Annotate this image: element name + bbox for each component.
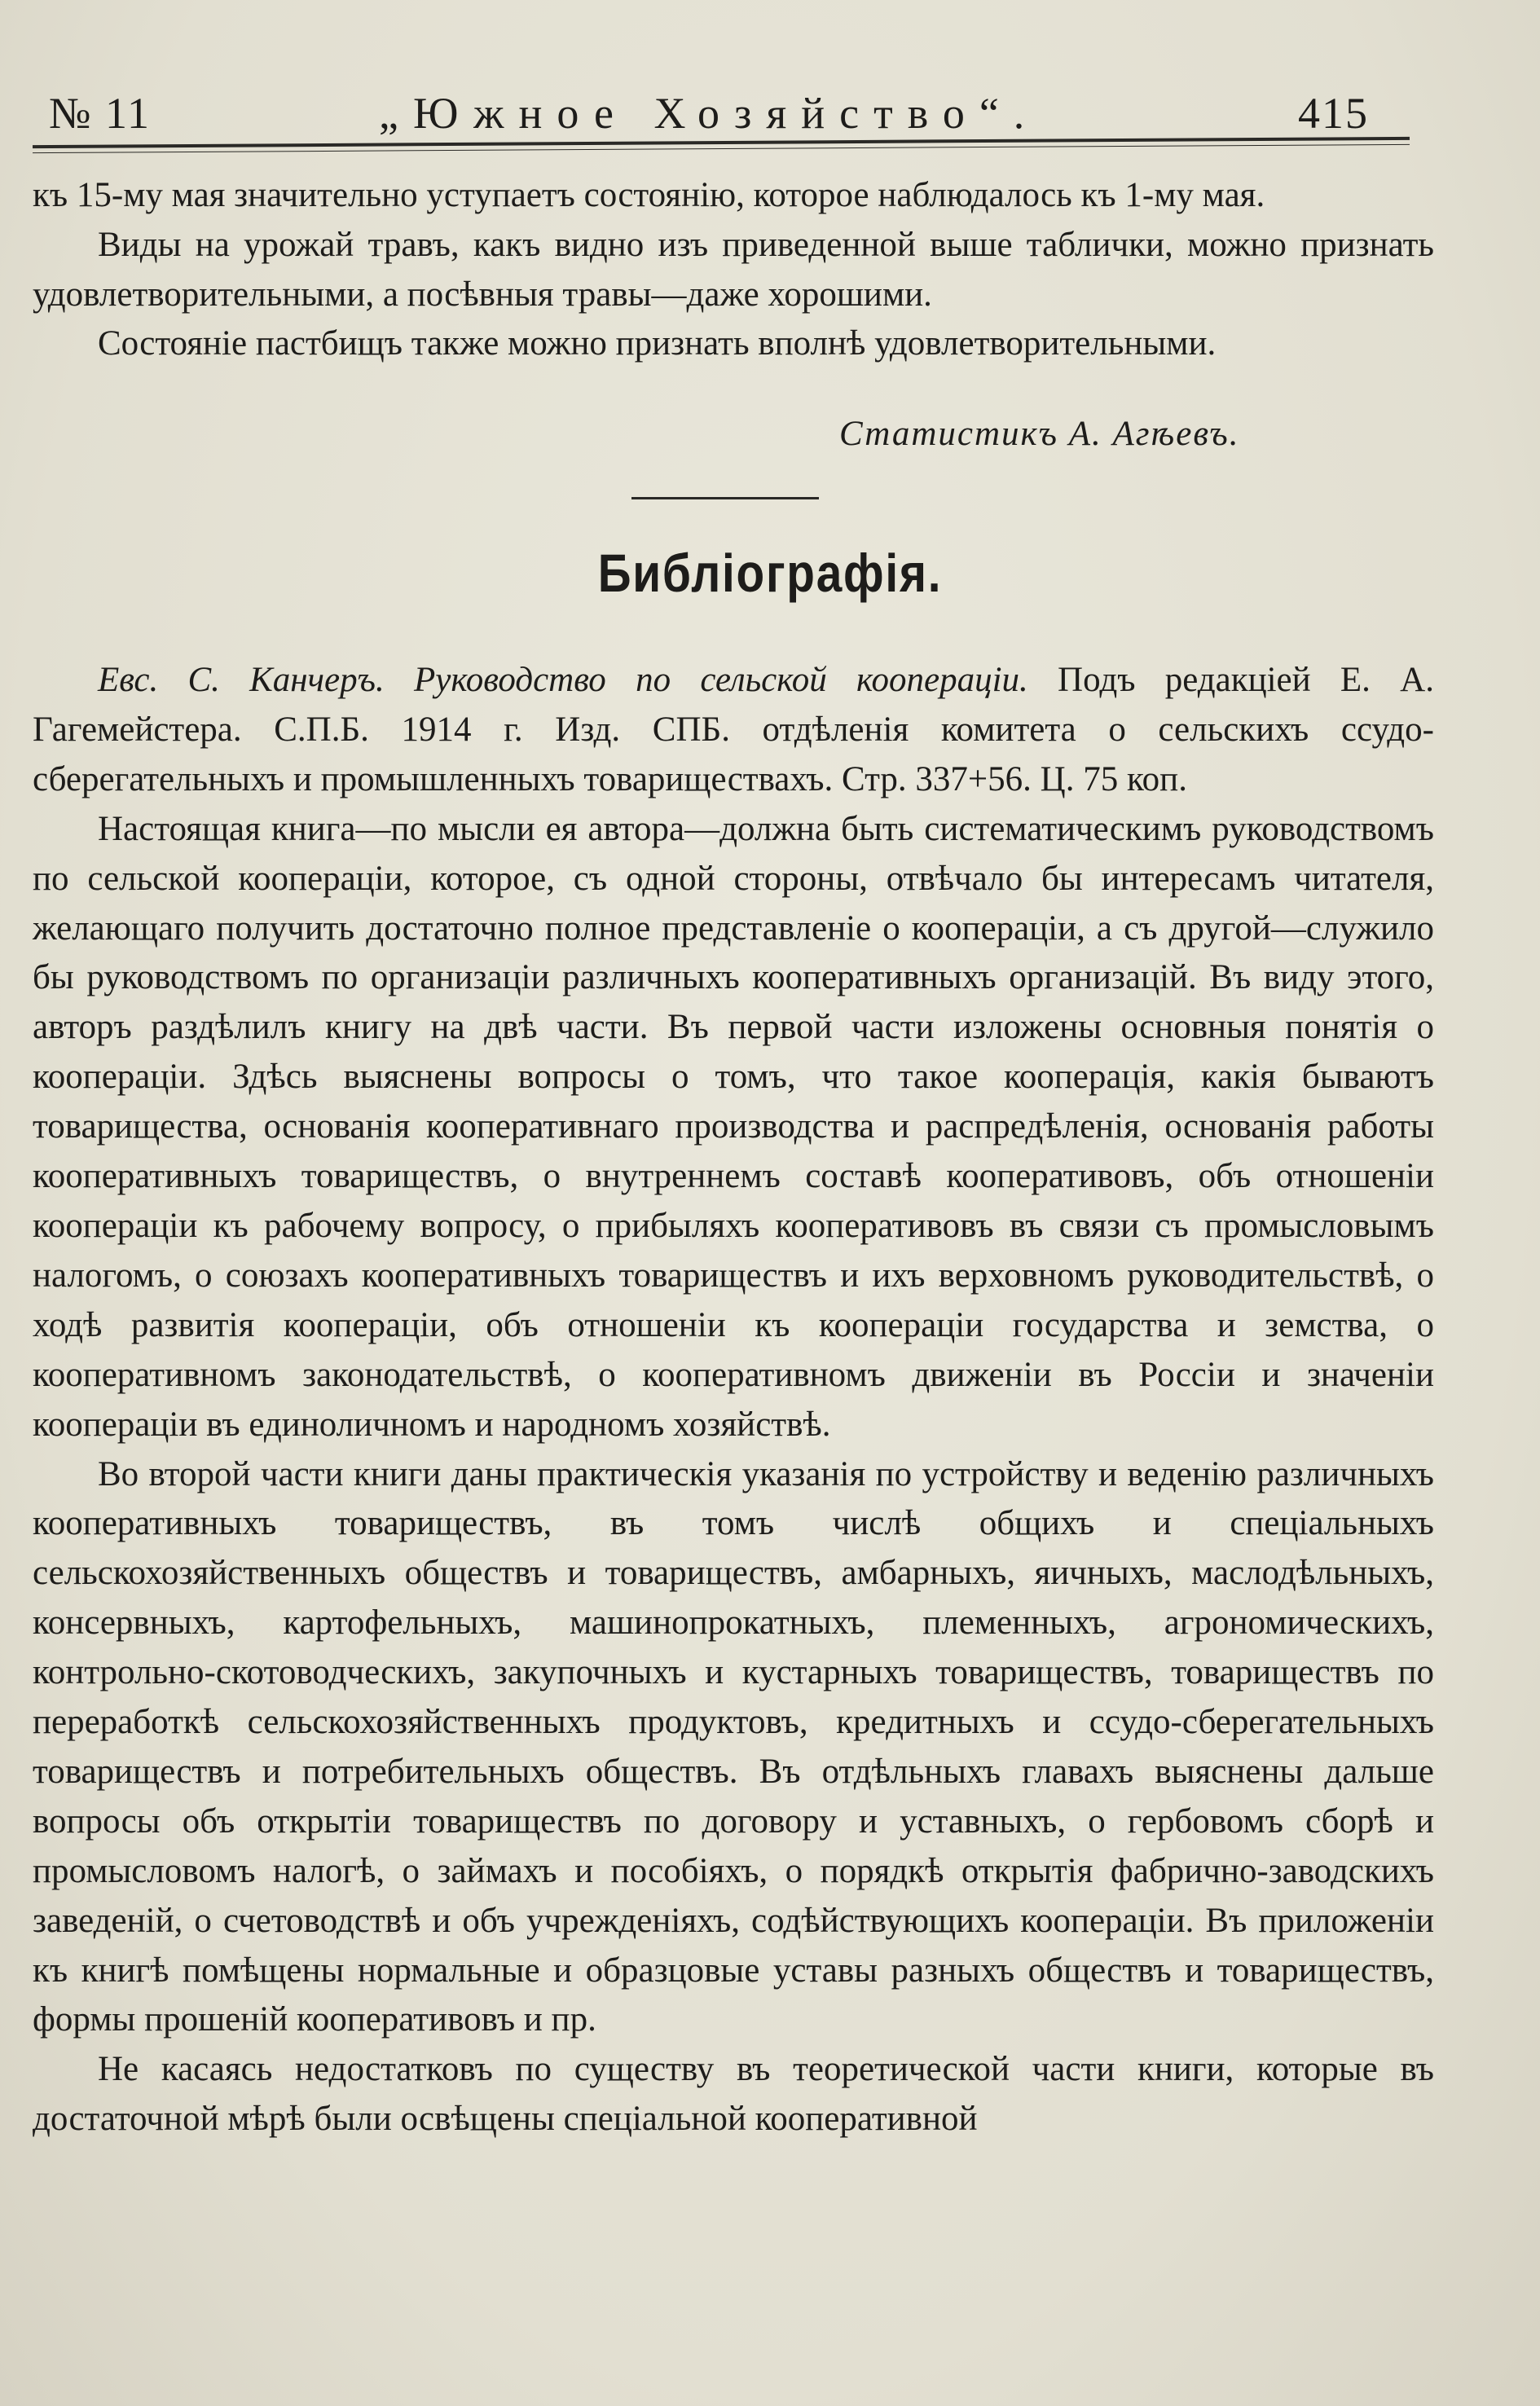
review-body: [33, 656, 1434, 2144]
continued-article: [33, 171, 1434, 369]
issue-number: № 11: [49, 89, 152, 138]
citation-author-title: Евс. С. Канчеръ. Руководство по сельской коопераціи.: [98, 661, 1028, 699]
paragraph: Состояніе пастбищъ также можно признать вполнѣ удовлетворительными.: [98, 324, 1217, 363]
citation: [33, 656, 1434, 805]
running-header: [49, 88, 1369, 145]
paragraph: Виды на урожай травъ, какъ видно изъ приведенной выше таблички, можно признать удовлетворительными, а посѣвныя травы—даже хорошими.: [33, 225, 1434, 314]
paragraph: Во второй части книги даны практическія указанія по устройству и веденію различныхъ кооперативныхъ товариществъ, въ томъ числѣ общихъ и спеціальныхъ сельскохозяйственныхъ обществъ и товариществъ, амбарныхъ, яичныхъ, маслодѣльныхъ, консервныхъ, картофельныхъ, машинопрокатныхъ, племенныхъ, агрономическихъ, контрольно-скотоводческихъ, закупочныхъ и кустарныхъ товариществъ, товариществъ по переработкѣ сельскохозяйственныхъ продуктовъ, кредитныхъ и ссудо-сберегательныхъ товариществъ и потребительныхъ обществъ. Въ отдѣльныхъ главахъ выяснены дальше вопросы объ открытіи товариществъ по договору и уставныхъ, о гербовомъ сборѣ и промысловомъ налогѣ, о займахъ и пособіяхъ, о порядкѣ открытія фабрично-заводскихъ заведеній, о счетоводствѣ и объ учрежденіяхъ, содѣйствующихъ коопераціи. Въ приложеніи къ книгѣ помѣщены нормальные и образцовые уставы разныхъ обществъ и товариществъ, формы прошеній кооперативовъ и пр.: [33, 1454, 1434, 2039]
section-title: Библіографія.: [597, 543, 943, 603]
author-signature: Статистикъ А. Агѣевъ.: [839, 415, 1240, 453]
page-number: 415: [1298, 89, 1369, 138]
citation-details: Подъ редакціей Е. А. Гагемейстера. С.П.Б. 1914 г. Изд. СПБ. отдѣленія комитета о сельскихъ ссудо-сберегательныхъ и промышленныхъ товариществахъ. Стр. 337+56. Ц. 75 коп.: [33, 661, 1434, 798]
paragraph: Настоящая книга—по мысли ея автора—должна быть систематическимъ руководствомъ по сельской коопераціи, которое, съ одной стороны, отвѣчало бы интересамъ читателя, желающаго получить достаточно полное представленіе о коопераціи, а съ другой—служило бы руководствомъ по организаціи различныхъ кооперативныхъ организацій. Въ виду этого, авторъ раздѣлилъ книгу на двѣ части. Въ первой части изложены основныя понятія о коопераціи. Здѣсь выяснены вопросы о томъ, что такое кооперація, какія бываютъ товарищества, основанія кооперативнаго производства и распредѣленія, основанія работы кооперативныхъ товариществъ, о внутреннемъ составѣ кооперативовъ, объ отношеніи коопераціи къ рабочему вопросу, о прибыляхъ кооперативовъ въ связи съ промысловымъ налогомъ, о союзахъ кооперативныхъ товариществъ и ихъ верховномъ руководительствѣ, о ходѣ развитія коопераціи, объ отношеніи къ коопераціи государства и земства, о кооперативномъ законодательствѣ, о кооперативномъ движеніи въ Россіи и значеніи коопераціи въ единоличномъ и народномъ хозяйствѣ.: [33, 809, 1434, 1444]
paragraph: къ 15-му мая значительно уступаетъ состоянію, которое наблюдалось къ 1-му мая.: [33, 176, 1265, 214]
paragraph: Не касаясь недостатковъ по существу въ теоретической части книги, которые въ достаточной мѣрѣ были освѣщены спеціальной кооперативной: [33, 2050, 1434, 2139]
journal-title: „Южное Хозяйство“.: [379, 89, 1040, 138]
section-separator: [631, 497, 819, 499]
